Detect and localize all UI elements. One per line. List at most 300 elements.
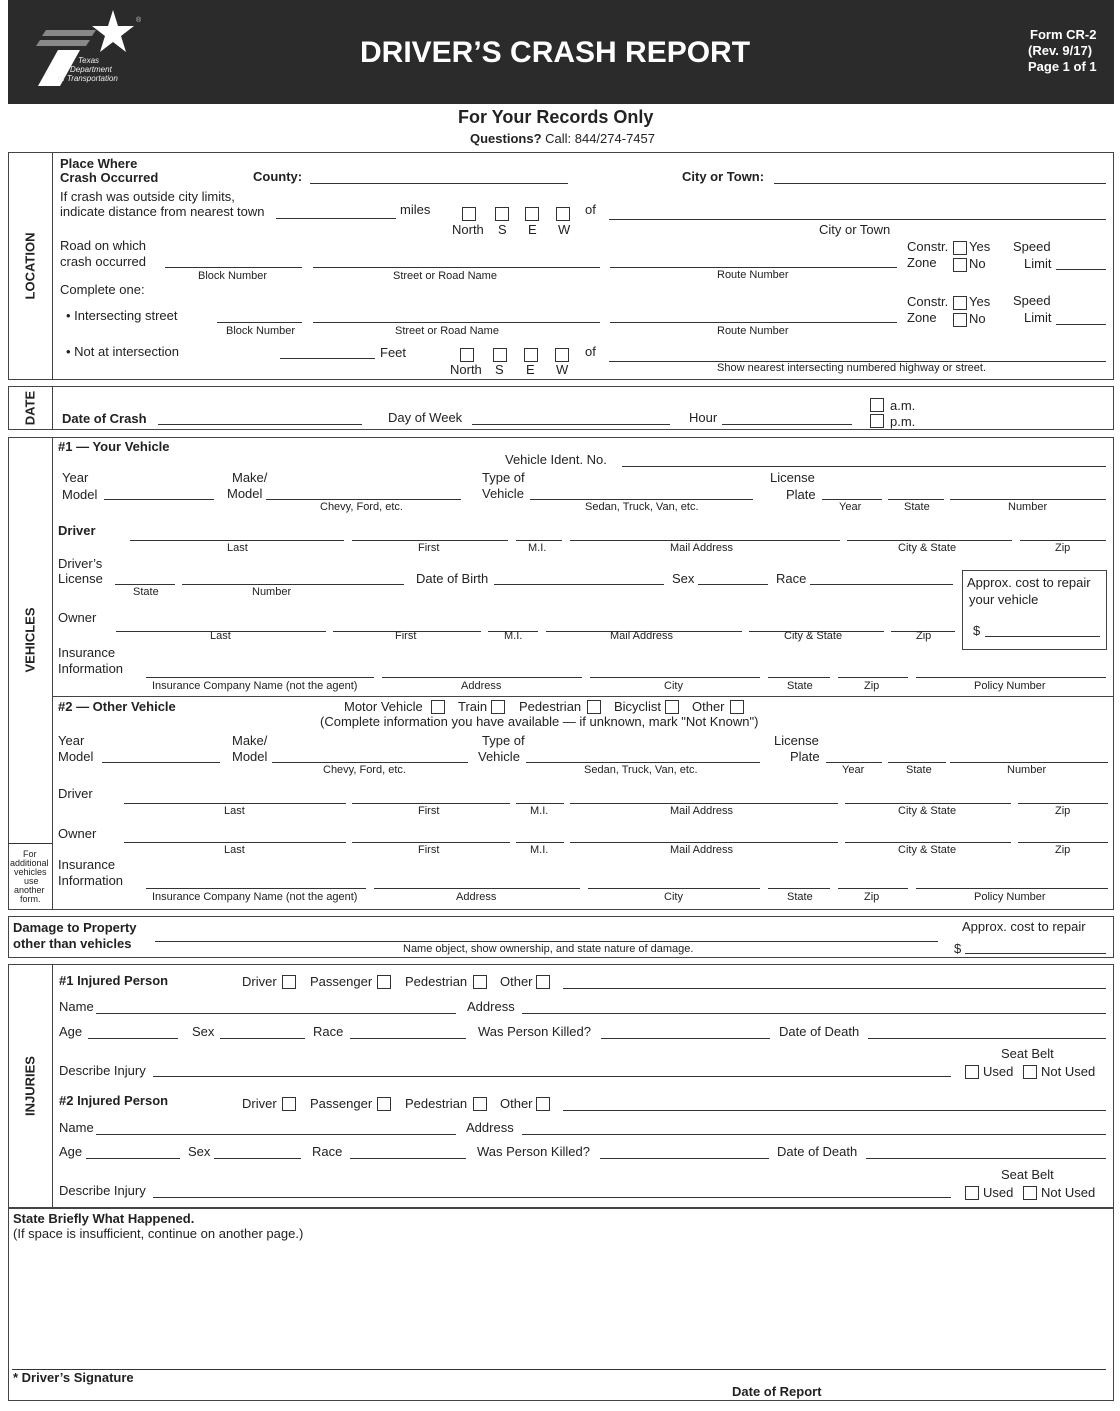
p1-other-field[interactable]	[563, 988, 1106, 989]
complete-one-label: Complete one:	[60, 282, 145, 297]
road-label-2: crash occurred	[60, 254, 146, 269]
south-checkbox[interactable]	[495, 207, 509, 221]
p2-notused-checkbox[interactable]	[1023, 1186, 1037, 1200]
miles-field[interactable]	[276, 218, 396, 219]
v2-ins-company-field[interactable]	[146, 888, 366, 889]
p1-pedestrian-checkbox[interactable]	[473, 975, 487, 989]
model-label: Model	[58, 749, 94, 764]
dob-field[interactable]	[494, 584, 664, 585]
dob-label: Date of Birth	[416, 571, 489, 586]
city-caption: City	[664, 891, 683, 903]
chevy-caption: Chevy, Ford, etc.	[323, 764, 406, 776]
zone-label: Zone	[907, 255, 937, 270]
p1-describe-field[interactable]	[153, 1076, 951, 1077]
sedan-caption: Sedan, Truck, Van, etc.	[585, 501, 699, 513]
p1-used-checkbox[interactable]	[965, 1065, 979, 1079]
form-revision: (Rev. 9/17)	[1028, 43, 1093, 58]
county-label: County:	[253, 169, 303, 184]
last-caption: Last	[224, 844, 245, 856]
citystate-caption: City & State	[898, 844, 957, 856]
v1-make-field[interactable]	[266, 499, 461, 500]
first-caption: First	[418, 805, 440, 817]
p2-other-field[interactable]	[563, 1110, 1106, 1111]
repair-label-2: your vehicle	[969, 592, 1039, 607]
describe-label: Describe Injury	[59, 1063, 146, 1078]
east-checkbox[interactable]	[525, 207, 539, 221]
agency-line-3: of Transportation	[58, 74, 118, 83]
dollar-sign: $	[954, 941, 962, 956]
v2-driver-first-field[interactable]	[352, 803, 510, 804]
other-label: Other	[692, 699, 725, 714]
license-label: License	[774, 733, 819, 748]
v1-driver-address-field[interactable]	[570, 540, 840, 541]
hour-label: Hour	[689, 410, 718, 425]
feet-west-checkbox[interactable]	[555, 348, 569, 362]
signature-line[interactable]	[12, 1369, 1106, 1370]
v1-driver-city-field[interactable]	[847, 540, 1012, 541]
east-label: E	[526, 362, 535, 377]
insurance-label: Insurance	[58, 857, 116, 872]
v1-ins-zip-field[interactable]	[838, 677, 908, 678]
race-label: Race	[313, 1024, 344, 1039]
street-name-field[interactable]	[313, 267, 600, 268]
route-caption: Route Number	[717, 325, 789, 337]
v1-driver-first-field[interactable]	[352, 540, 508, 541]
vehicle-label: Vehicle	[478, 749, 520, 764]
p1-passenger-checkbox[interactable]	[377, 975, 391, 989]
p2-pedestrian-checkbox[interactable]	[473, 1097, 487, 1111]
vin-label: Vehicle Ident. No.	[505, 452, 607, 467]
type-label: Type of	[482, 470, 525, 485]
number-caption: Number	[1008, 501, 1048, 513]
inj-driver-label: Driver	[242, 1096, 277, 1111]
model-label: Model	[62, 487, 98, 502]
plate-label: Plate	[790, 749, 820, 764]
feet-north-checkbox[interactable]	[460, 348, 474, 362]
p1-driver-checkbox[interactable]	[282, 975, 296, 989]
form-title: DRIVER’S CRASH REPORT	[360, 36, 751, 69]
insurance-label: Insurance	[58, 645, 116, 660]
age-label: Age	[59, 1144, 83, 1159]
additional-note: use	[24, 876, 39, 886]
p2-killed-field[interactable]	[600, 1158, 769, 1159]
county-field[interactable]	[310, 183, 568, 184]
limit-label: Limit	[1024, 256, 1052, 271]
vehicles-section	[8, 437, 1114, 910]
state-caption: State	[904, 501, 930, 513]
death-label: Date of Death	[777, 1144, 858, 1159]
date-of-crash-field[interactable]	[158, 424, 362, 425]
outside-label-2: indicate distance from nearest town	[60, 204, 265, 219]
name-label: Name	[59, 1120, 94, 1135]
city-caption: City	[664, 680, 683, 692]
p1-sex-field[interactable]	[220, 1038, 305, 1039]
limit-label: Limit	[1024, 310, 1052, 325]
address-caption: Address	[456, 891, 497, 903]
address-label: Address	[467, 999, 515, 1014]
state-caption: State	[787, 680, 813, 692]
sex-label: Sex	[192, 1024, 215, 1039]
used-label: Used	[983, 1185, 1014, 1200]
v2-plate-number-field[interactable]	[950, 762, 1108, 763]
v2-make-field[interactable]	[272, 762, 468, 763]
race-field[interactable]	[810, 584, 953, 585]
first-caption: First	[418, 844, 440, 856]
feet-east-checkbox[interactable]	[524, 348, 538, 362]
damage-repair-label: Approx. cost to repair	[962, 919, 1086, 934]
date-of-report-label: Date of Report	[732, 1384, 822, 1399]
what-happened-textarea[interactable]	[12, 1244, 1110, 1366]
make-model-label: Model	[227, 486, 263, 501]
driver-label: Driver	[58, 523, 96, 538]
outside-label: If crash was outside city limits,	[60, 189, 235, 204]
section-label-injuries: INJURIES	[22, 1056, 38, 1116]
section-label-date: DATE	[22, 390, 38, 426]
dl-number-field[interactable]	[182, 584, 404, 585]
injured-person-1-heading: #1 Injured Person	[59, 973, 169, 988]
v2-ins-zip-field[interactable]	[838, 888, 908, 889]
mail-caption: Mail Address	[670, 805, 733, 817]
driver-label: Driver	[58, 786, 93, 801]
east-label: E	[528, 222, 537, 237]
repair-cost-field[interactable]	[985, 636, 1100, 637]
plate-label: Plate	[786, 487, 816, 502]
zip-caption: Zip	[864, 891, 880, 903]
damage-caption: Name object, show ownership, and state nature of damage.	[403, 943, 694, 955]
date-of-crash-label: Date of Crash	[62, 411, 147, 426]
train-checkbox[interactable]	[491, 700, 505, 714]
constr-label: Constr.	[907, 294, 949, 309]
inj-other-label: Other	[500, 974, 533, 989]
zip-caption: Zip	[916, 630, 932, 642]
day-of-week-label: Day of Week	[388, 410, 463, 425]
killed-label: Was Person Killed?	[478, 1024, 591, 1039]
p2-driver-checkbox[interactable]	[282, 1097, 296, 1111]
what-happened-title: State Briefly What Happened.	[13, 1211, 195, 1226]
v2-plate-year-field[interactable]	[826, 762, 882, 763]
vehicle-1-heading: #1 — Your Vehicle	[58, 439, 170, 454]
intersecting-label: • Intersecting street	[66, 308, 178, 323]
p1-race-field[interactable]	[350, 1038, 466, 1039]
p2-name-field[interactable]	[96, 1134, 456, 1135]
questions-line: Questions? Call: 844/274-7457	[470, 131, 655, 146]
damage-cost-field[interactable]	[965, 953, 1106, 954]
v2-driver-address-field[interactable]	[570, 803, 838, 804]
last-caption: Last	[210, 630, 231, 642]
p2-address-field[interactable]	[522, 1134, 1106, 1135]
constr-no-checkbox[interactable]	[953, 258, 967, 272]
v2-ins-address-field[interactable]	[374, 888, 580, 889]
other-checkbox[interactable]	[730, 700, 744, 714]
am-checkbox[interactable]	[870, 398, 884, 412]
name-label: Name	[59, 999, 94, 1014]
damage-description-field[interactable]	[155, 941, 938, 942]
v1-ins-city-field[interactable]	[590, 677, 760, 678]
vin-field[interactable]	[622, 466, 1106, 467]
mail-caption: Mail Address	[670, 542, 733, 554]
inj-other-label: Other	[500, 1096, 533, 1111]
inj-pedestrian-label: Pedestrian	[405, 974, 468, 989]
v2-owner-last-field[interactable]	[124, 842, 346, 843]
citystate-caption: City & State	[784, 630, 843, 642]
yes-label: Yes	[969, 239, 991, 254]
v1-year-model-field[interactable]	[104, 499, 214, 500]
v1-plate-year-field[interactable]	[822, 499, 882, 500]
hour-field[interactable]	[722, 424, 852, 425]
constr-yes-checkbox[interactable]	[953, 241, 967, 255]
mi-caption: M.I.	[504, 630, 523, 642]
make-label: Make/	[232, 733, 268, 748]
south-label: S	[495, 362, 504, 377]
int-block-field[interactable]	[217, 322, 302, 323]
p1-age-field[interactable]	[88, 1038, 178, 1039]
age-label: Age	[59, 1024, 83, 1039]
feet-south-checkbox[interactable]	[493, 348, 507, 362]
address-caption: Address	[461, 680, 502, 692]
no-label: No	[969, 256, 986, 271]
v1-driver-last-field[interactable]	[130, 540, 344, 541]
v2-owner-mi-field[interactable]	[516, 842, 564, 843]
death-label: Date of Death	[779, 1024, 860, 1039]
v2-type-field[interactable]	[526, 762, 760, 763]
day-of-week-field[interactable]	[472, 424, 670, 425]
nearest-highway-caption: Show nearest intersecting numbered highway or street.	[717, 362, 987, 374]
sex-label: Sex	[672, 571, 695, 586]
describe-label: Describe Injury	[59, 1183, 146, 1198]
mi-caption: M.I.	[528, 542, 547, 554]
last-caption: Last	[227, 542, 248, 554]
p1-killed-field[interactable]	[601, 1038, 770, 1039]
street-caption: Street or Road Name	[395, 325, 499, 337]
p2-used-checkbox[interactable]	[965, 1186, 979, 1200]
v1-ins-state-field[interactable]	[768, 677, 830, 678]
v2-driver-city-field[interactable]	[845, 803, 1011, 804]
zip-caption: Zip	[1055, 805, 1071, 817]
pedestrian-checkbox[interactable]	[587, 700, 601, 714]
last-caption: Last	[224, 805, 245, 817]
information-label: Information	[58, 661, 124, 676]
v2-ins-state-field[interactable]	[768, 888, 830, 889]
motor-vehicle-checkbox[interactable]	[431, 700, 445, 714]
p2-other-checkbox[interactable]	[536, 1097, 550, 1111]
feet-field[interactable]	[280, 358, 375, 359]
sex-field[interactable]	[698, 584, 768, 585]
v1-ins-company-field[interactable]	[146, 677, 374, 678]
damage-label-2: other than vehicles	[13, 936, 132, 951]
v2-ins-policy-field[interactable]	[916, 888, 1108, 889]
constr-label: Constr.	[907, 239, 949, 254]
int-speed-limit-field[interactable]	[1056, 324, 1106, 325]
p2-describe-field[interactable]	[153, 1197, 951, 1198]
injured-person-2-heading: #2 Injured Person	[59, 1093, 169, 1108]
int-route-field[interactable]	[610, 322, 897, 323]
v1-type-field[interactable]	[530, 499, 753, 500]
v2-driver-mi-field[interactable]	[516, 803, 564, 804]
v2-owner-zip-field[interactable]	[1018, 842, 1108, 843]
used-label: Used	[983, 1064, 1014, 1079]
form-page: Page 1 of 1	[1028, 59, 1097, 74]
form-number: Form CR-2	[1030, 27, 1097, 42]
v2-year-model-field[interactable]	[102, 762, 220, 763]
int-street-field[interactable]	[313, 322, 600, 323]
v1-ins-policy-field[interactable]	[916, 677, 1106, 678]
make-label: Make/	[232, 470, 268, 485]
speed-label: Speed	[1013, 239, 1051, 254]
city-label: City or Town:	[682, 169, 765, 184]
p2-sex-field[interactable]	[214, 1158, 301, 1159]
north-label: North	[452, 222, 484, 237]
am-label: a.m.	[890, 398, 916, 413]
road-label: Road on which	[60, 238, 146, 253]
inscomp-caption: Insurance Company Name (not the agent)	[152, 891, 358, 903]
records-only-heading: For Your Records Only	[458, 107, 654, 127]
dollar-sign: $	[973, 623, 981, 638]
sex-label: Sex	[188, 1144, 211, 1159]
yes-label: Yes	[969, 294, 991, 309]
p1-address-field[interactable]	[522, 1013, 1106, 1014]
year-label: Year	[62, 470, 89, 485]
p2-passenger-checkbox[interactable]	[377, 1097, 391, 1111]
route-number-field[interactable]	[610, 267, 897, 268]
agency-line-1: Texas	[78, 56, 100, 65]
zip-caption: Zip	[1055, 542, 1071, 554]
not-at-intersection-label: • Not at intersection	[66, 344, 179, 359]
information-label: Information	[58, 873, 124, 888]
policy-caption: Policy Number	[974, 680, 1046, 692]
pm-checkbox[interactable]	[870, 414, 884, 428]
number-caption: Number	[1007, 764, 1047, 776]
header-banner	[8, 0, 1114, 104]
section-label-vehicles: VEHICLES	[22, 607, 38, 673]
additional-note: vehicles	[14, 867, 47, 877]
race-label: Race	[312, 1144, 343, 1159]
first-caption: First	[418, 542, 440, 554]
town-field[interactable]	[609, 219, 1106, 220]
train-label: Train	[458, 699, 488, 714]
v1-driver-zip-field[interactable]	[1020, 540, 1106, 541]
type-label: Type of	[482, 733, 525, 748]
pm-label: p.m.	[890, 414, 916, 429]
chevy-caption: Chevy, Ford, etc.	[320, 501, 403, 513]
pedestrian-label: Pedestrian	[519, 699, 582, 714]
place-label-2: Crash Occurred	[60, 170, 159, 185]
motor-vehicle-label: Motor Vehicle	[344, 699, 423, 714]
city-field[interactable]	[774, 183, 1106, 184]
owner-label: Owner	[58, 610, 97, 625]
mi-caption: M.I.	[530, 844, 549, 856]
of-label: of	[585, 344, 596, 359]
zone-label: Zone	[907, 310, 937, 325]
west-label: W	[556, 362, 569, 377]
west-label: W	[558, 222, 571, 237]
speed-limit-field[interactable]	[1056, 269, 1106, 270]
citystate-caption: City & State	[898, 805, 957, 817]
int-constr-yes-checkbox[interactable]	[953, 296, 967, 310]
injuries-section	[8, 964, 1114, 1208]
place-label: Place Where	[60, 156, 138, 171]
year-label: Year	[58, 733, 85, 748]
no-label: No	[969, 311, 986, 326]
citystate-caption: City & State	[898, 542, 957, 554]
number-caption: Number	[252, 586, 292, 598]
address-label: Address	[466, 1120, 514, 1135]
inj-driver-label: Driver	[242, 974, 277, 989]
p1-other-checkbox[interactable]	[536, 975, 550, 989]
p1-name-field[interactable]	[96, 1013, 456, 1014]
v1-plate-number-field[interactable]	[950, 499, 1106, 500]
west-checkbox[interactable]	[556, 207, 570, 221]
p2-race-field[interactable]	[350, 1158, 466, 1159]
signature-label: * Driver’s Signature	[13, 1370, 134, 1385]
zip-caption: Zip	[1055, 844, 1071, 856]
additional-note: form.	[20, 894, 41, 904]
inscomp-caption: Insurance Company Name (not the agent)	[152, 680, 358, 692]
inj-pedestrian-label: Pedestrian	[405, 1096, 468, 1111]
route-caption: Route Number	[717, 269, 789, 281]
section-label-location: LOCATION	[22, 232, 38, 300]
p1-notused-checkbox[interactable]	[1023, 1065, 1037, 1079]
v2-owner-city-field[interactable]	[845, 842, 1011, 843]
what-happened-note: (If space is insufficient, continue on another page.)	[13, 1226, 304, 1241]
v2-owner-address-field[interactable]	[570, 842, 838, 843]
int-constr-no-checkbox[interactable]	[953, 313, 967, 327]
year-caption: Year	[839, 501, 862, 513]
v2-plate-state-field[interactable]	[888, 762, 946, 763]
bicyclist-checkbox[interactable]	[665, 700, 679, 714]
p2-death-field[interactable]	[866, 1158, 1106, 1159]
v2-driver-last-field[interactable]	[124, 803, 346, 804]
additional-note: another	[14, 885, 45, 895]
policy-caption: Policy Number	[974, 891, 1046, 903]
sedan-caption: Sedan, Truck, Van, etc.	[584, 764, 698, 776]
north-label: North	[450, 362, 482, 377]
mail-caption: Mail Address	[610, 630, 673, 642]
p2-age-field[interactable]	[86, 1158, 180, 1159]
block-caption: Block Number	[226, 325, 296, 337]
v1-plate-state-field[interactable]	[888, 499, 944, 500]
zip-caption: Zip	[864, 680, 880, 692]
v2-ins-city-field[interactable]	[588, 888, 760, 889]
mail-caption: Mail Address	[670, 844, 733, 856]
block-number-field[interactable]	[165, 267, 302, 268]
of-label: of	[585, 202, 596, 217]
owner-label: Owner	[58, 826, 97, 841]
damage-label: Damage to Property	[13, 920, 137, 935]
complete-info-note: (Complete information you have available — if unknown, mark "Not Known")	[320, 714, 759, 729]
street-caption: Street or Road Name	[393, 270, 497, 282]
state-caption: State	[906, 764, 932, 776]
race-label: Race	[776, 571, 807, 586]
vehicle-label: Vehicle	[482, 486, 524, 501]
v2-driver-zip-field[interactable]	[1018, 803, 1108, 804]
dl-state-field[interactable]	[115, 584, 175, 585]
year-caption: Year	[842, 764, 865, 776]
seatbelt-label: Seat Belt	[1001, 1046, 1054, 1061]
north-checkbox[interactable]	[462, 207, 476, 221]
speed-label: Speed	[1013, 293, 1051, 308]
v2-owner-first-field[interactable]	[352, 842, 510, 843]
notused-label: Not Used	[1041, 1064, 1096, 1079]
v1-driver-mi-field[interactable]	[516, 540, 562, 541]
p1-death-field[interactable]	[868, 1038, 1106, 1039]
v1-ins-address-field[interactable]	[382, 677, 582, 678]
state-caption: State	[133, 586, 159, 598]
additional-note: For	[23, 849, 37, 859]
feet-label: Feet	[380, 345, 407, 360]
seatbelt-label: Seat Belt	[1001, 1167, 1054, 1182]
block-caption: Block Number	[198, 270, 268, 282]
repair-label: Approx. cost to repair	[967, 575, 1091, 590]
